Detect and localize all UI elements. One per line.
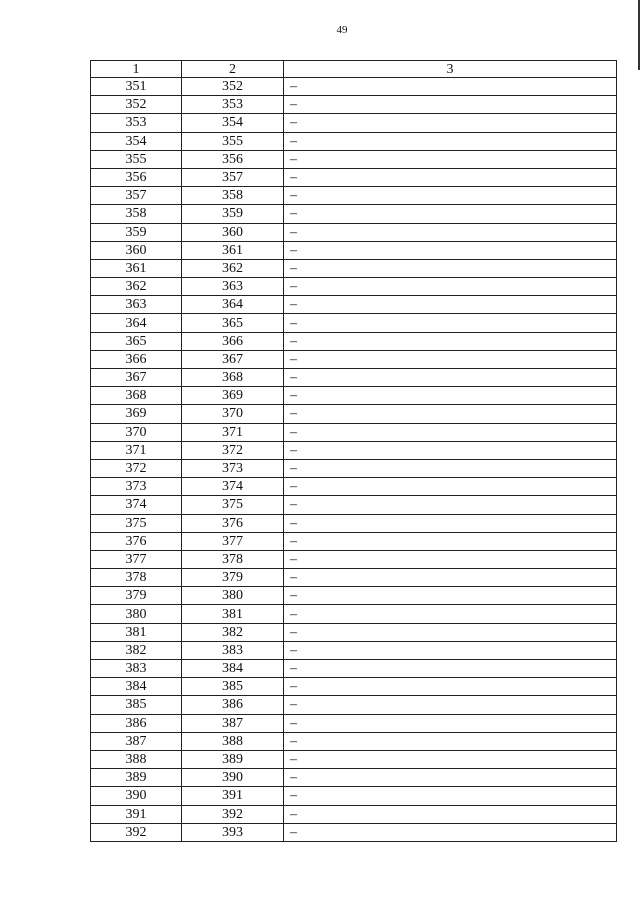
table-cell-col1: 355 [91, 150, 182, 168]
data-table [90, 60, 617, 842]
table-row [91, 423, 617, 441]
table-cell-col3: – [284, 78, 617, 96]
table-cell-col3: – [284, 114, 617, 132]
table-cell-col3: – [284, 605, 617, 623]
table-cell-col2: 375 [182, 496, 284, 514]
table-cell-col3: – [284, 296, 617, 314]
table-cell-col1: 380 [91, 605, 182, 623]
table-cell-col1: 364 [91, 314, 182, 332]
table-header-row [91, 61, 617, 78]
table-cell-col3: – [284, 187, 617, 205]
table-cell-col1: 378 [91, 569, 182, 587]
table-cell-col1: 381 [91, 623, 182, 641]
column-header-2: 2 [182, 61, 284, 78]
table-row [91, 150, 617, 168]
table-cell-col1: 388 [91, 750, 182, 768]
table-cell-col3: – [284, 369, 617, 387]
table-cell-col1: 386 [91, 714, 182, 732]
table-cell-col1: 391 [91, 805, 182, 823]
table-cell-col3: – [284, 278, 617, 296]
table-cell-col2: 373 [182, 459, 284, 477]
column-header-3: 3 [284, 61, 617, 78]
table-row [91, 132, 617, 150]
table-row [91, 187, 617, 205]
table-cell-col2: 364 [182, 296, 284, 314]
table-row [91, 441, 617, 459]
table-cell-col2: 366 [182, 332, 284, 350]
table-cell-col1: 368 [91, 387, 182, 405]
table-cell-col2: 367 [182, 350, 284, 368]
table-cell-col3: – [284, 569, 617, 587]
table-cell-col3: – [284, 478, 617, 496]
table-row [91, 587, 617, 605]
table-cell-col2: 369 [182, 387, 284, 405]
table-cell-col2: 390 [182, 769, 284, 787]
table-cell-col2: 389 [182, 750, 284, 768]
table-cell-col2: 362 [182, 259, 284, 277]
table-row [91, 369, 617, 387]
table-cell-col2: 354 [182, 114, 284, 132]
table-row [91, 387, 617, 405]
table-cell-col3: – [284, 696, 617, 714]
table-cell-col2: 374 [182, 478, 284, 496]
table-cell-col3: – [284, 441, 617, 459]
table-cell-col3: – [284, 387, 617, 405]
table-cell-col2: 384 [182, 660, 284, 678]
table-row [91, 550, 617, 568]
table-cell-col1: 374 [91, 496, 182, 514]
table-cell-col3: – [284, 132, 617, 150]
table-cell-col3: – [284, 769, 617, 787]
table-cell-col1: 361 [91, 259, 182, 277]
table-cell-col1: 372 [91, 459, 182, 477]
table-cell-col1: 389 [91, 769, 182, 787]
table-cell-col2: 360 [182, 223, 284, 241]
table-row [91, 241, 617, 259]
table-row [91, 478, 617, 496]
table-cell-col3: – [284, 459, 617, 477]
table-cell-col2: 357 [182, 168, 284, 186]
table-row [91, 168, 617, 186]
table-cell-col3: – [284, 168, 617, 186]
table-row [91, 732, 617, 750]
table-cell-col3: – [284, 259, 617, 277]
table-row [91, 496, 617, 514]
table-row [91, 296, 617, 314]
table-cell-col2: 353 [182, 96, 284, 114]
table-row [91, 314, 617, 332]
table-cell-col3: – [284, 587, 617, 605]
table-row [91, 223, 617, 241]
table-cell-col2: 382 [182, 623, 284, 641]
table-cell-col2: 383 [182, 641, 284, 659]
table-cell-col1: 360 [91, 241, 182, 259]
table-cell-col1: 371 [91, 441, 182, 459]
table-cell-col2: 386 [182, 696, 284, 714]
table-cell-col2: 387 [182, 714, 284, 732]
table-cell-col3: – [284, 750, 617, 768]
table-cell-col2: 377 [182, 532, 284, 550]
table-cell-col2: 356 [182, 150, 284, 168]
table-row [91, 823, 617, 841]
table-cell-col3: – [284, 714, 617, 732]
table-cell-col2: 380 [182, 587, 284, 605]
table-cell-col3: – [284, 350, 617, 368]
table-cell-col1: 390 [91, 787, 182, 805]
table-cell-col1: 351 [91, 78, 182, 96]
table-row [91, 787, 617, 805]
table-cell-col2: 376 [182, 514, 284, 532]
table-cell-col1: 375 [91, 514, 182, 532]
table-cell-col1: 392 [91, 823, 182, 841]
table-row [91, 278, 617, 296]
table-cell-col1: 384 [91, 678, 182, 696]
table-cell-col1: 356 [91, 168, 182, 186]
table-row [91, 459, 617, 477]
table-cell-col3: – [284, 805, 617, 823]
table-cell-col3: – [284, 150, 617, 168]
table-cell-col2: 358 [182, 187, 284, 205]
table-cell-col2: 388 [182, 732, 284, 750]
table-cell-col3: – [284, 423, 617, 441]
table-row [91, 350, 617, 368]
table-cell-col3: – [284, 532, 617, 550]
table-row [91, 605, 617, 623]
table-row [91, 78, 617, 96]
table-row [91, 696, 617, 714]
page-number: 49 [336, 24, 348, 36]
table-cell-col3: – [284, 223, 617, 241]
table-cell-col2: 381 [182, 605, 284, 623]
table-cell-col2: 379 [182, 569, 284, 587]
table-row [91, 805, 617, 823]
table-cell-col2: 392 [182, 805, 284, 823]
table-cell-col1: 359 [91, 223, 182, 241]
table-cell-col2: 393 [182, 823, 284, 841]
table-row [91, 569, 617, 587]
table-cell-col3: – [284, 514, 617, 532]
column-header-1: 1 [91, 61, 182, 78]
table-cell-col2: 355 [182, 132, 284, 150]
table-row [91, 714, 617, 732]
table-row [91, 678, 617, 696]
table-cell-col2: 361 [182, 241, 284, 259]
table-cell-col3: – [284, 623, 617, 641]
table-row [91, 405, 617, 423]
table-cell-col1: 358 [91, 205, 182, 223]
table-row [91, 259, 617, 277]
table-cell-col2: 385 [182, 678, 284, 696]
table-cell-col3: – [284, 96, 617, 114]
table-body [91, 78, 617, 842]
table-cell-col3: – [284, 332, 617, 350]
table-cell-col2: 359 [182, 205, 284, 223]
table-cell-col3: – [284, 823, 617, 841]
table-cell-col3: – [284, 660, 617, 678]
table-cell-col1: 377 [91, 550, 182, 568]
table-cell-col3: – [284, 241, 617, 259]
table-row [91, 641, 617, 659]
table-row [91, 750, 617, 768]
table-row [91, 96, 617, 114]
table-row [91, 623, 617, 641]
table-cell-col1: 365 [91, 332, 182, 350]
table-row [91, 769, 617, 787]
table-cell-col3: – [284, 205, 617, 223]
table-cell-col1: 379 [91, 587, 182, 605]
table-cell-col3: – [284, 314, 617, 332]
table-cell-col1: 352 [91, 96, 182, 114]
table-cell-col2: 372 [182, 441, 284, 459]
table-cell-col2: 391 [182, 787, 284, 805]
table-row [91, 514, 617, 532]
table-cell-col1: 383 [91, 660, 182, 678]
table-row [91, 114, 617, 132]
table-cell-col3: – [284, 678, 617, 696]
table-cell-col1: 373 [91, 478, 182, 496]
table-cell-col1: 385 [91, 696, 182, 714]
table-cell-col3: – [284, 732, 617, 750]
table-cell-col1: 382 [91, 641, 182, 659]
table-cell-col2: 363 [182, 278, 284, 296]
table-cell-col1: 357 [91, 187, 182, 205]
table-cell-col1: 366 [91, 350, 182, 368]
table-cell-col2: 365 [182, 314, 284, 332]
table-cell-col1: 376 [91, 532, 182, 550]
table-cell-col1: 370 [91, 423, 182, 441]
table-cell-col3: – [284, 405, 617, 423]
table-cell-col3: – [284, 787, 617, 805]
table-cell-col1: 363 [91, 296, 182, 314]
table-row [91, 660, 617, 678]
table-cell-col1: 354 [91, 132, 182, 150]
table-cell-col3: – [284, 641, 617, 659]
table-cell-col2: 371 [182, 423, 284, 441]
table-cell-col3: – [284, 496, 617, 514]
table-cell-col1: 367 [91, 369, 182, 387]
table-cell-col2: 378 [182, 550, 284, 568]
table-row [91, 532, 617, 550]
table-cell-col2: 370 [182, 405, 284, 423]
table-cell-col1: 387 [91, 732, 182, 750]
table-cell-col1: 369 [91, 405, 182, 423]
table-cell-col2: 352 [182, 78, 284, 96]
table-cell-col1: 362 [91, 278, 182, 296]
table-row [91, 332, 617, 350]
table-row [91, 205, 617, 223]
table-cell-col2: 368 [182, 369, 284, 387]
table-cell-col3: – [284, 550, 617, 568]
table-cell-col1: 353 [91, 114, 182, 132]
